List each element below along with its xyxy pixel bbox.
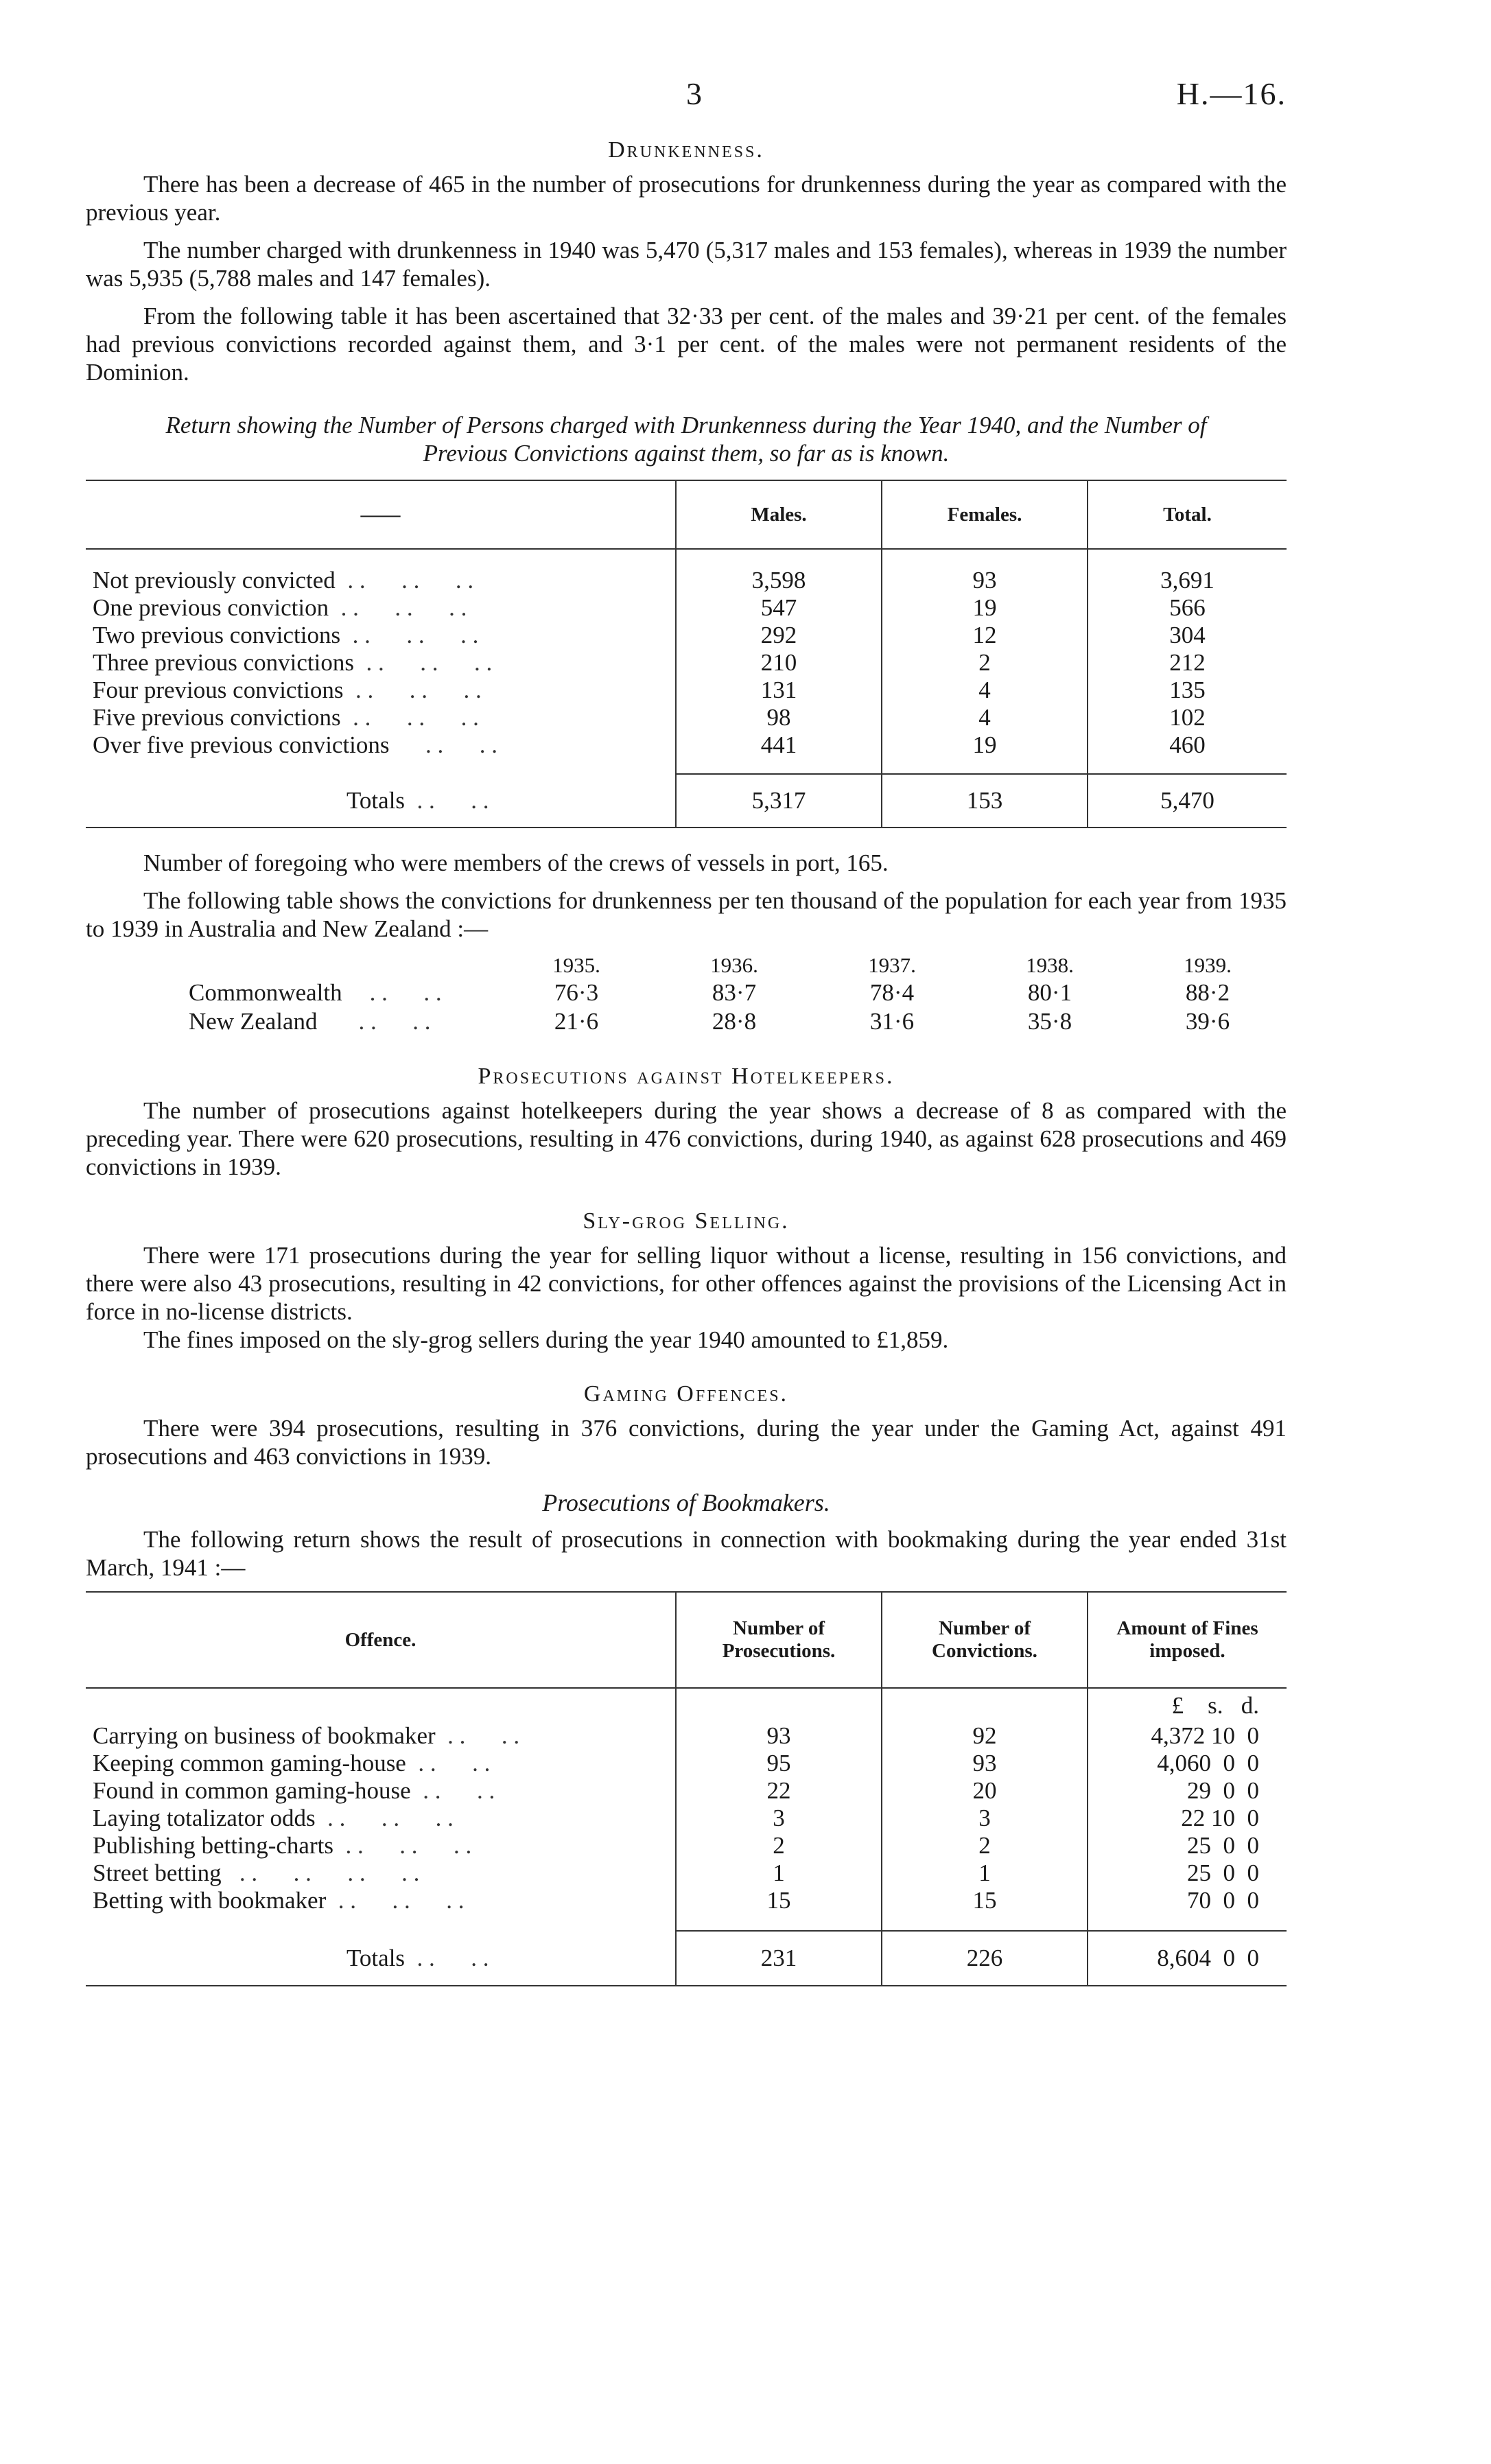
paragraph: There were 394 prosecutions, resulting in 376 convictions, during the year under the Gaming Act, against 491 prosecutions and 463 convictions in 1939. bbox=[86, 1415, 1287, 1470]
offence-label: Laying totalizator odds bbox=[93, 1805, 316, 1831]
table-header-row bbox=[86, 1592, 1287, 1688]
table-row bbox=[86, 677, 1287, 704]
paragraph: There were 171 prosecutions during the year for selling liquor without a license, resulting in 156 convictions, and there were also 43 prosecutions, resulting in 42 convictions, for other offences against the provisions of the Licensing Act in force in no-license districts. bbox=[86, 1242, 1287, 1325]
rate-value: 35·8 bbox=[1027, 1008, 1072, 1035]
rate-value: 83·7 bbox=[712, 979, 757, 1006]
table-caption-drunkenness: Return showing the Number of Persons charged with Drunkenness during the Year 1940, and the Number of Previous Convictions against them, so far as is known. bbox=[165, 412, 1207, 467]
cell-males: 98 bbox=[676, 704, 882, 731]
table-row bbox=[86, 649, 1287, 677]
column-header: Number of Prosecutions. bbox=[676, 1592, 882, 1688]
leader-dots: . . . . . . bbox=[326, 1887, 465, 1914]
offence-label: Street betting bbox=[93, 1859, 222, 1886]
totals-label: Totals bbox=[347, 786, 406, 814]
offence-label: Found in common gaming-house bbox=[93, 1777, 411, 1804]
cell-prosecutions-total: 231 bbox=[676, 1931, 882, 1986]
document-page bbox=[86, 75, 1287, 1986]
document-reference: H.—16. bbox=[1176, 76, 1287, 111]
cell-females: 93 bbox=[882, 567, 1088, 594]
drunkenness-table bbox=[86, 480, 1287, 828]
cell-convictions-total: 226 bbox=[882, 1931, 1088, 1986]
leader-dots: . . . . . . bbox=[343, 677, 482, 703]
rate-value: 28·8 bbox=[712, 1008, 757, 1035]
table-row bbox=[86, 704, 1287, 731]
section-heading-drunkenness: Drunkenness. bbox=[608, 137, 764, 163]
cell-prosecutions: 93 bbox=[676, 1722, 882, 1750]
cell-convictions: 15 bbox=[882, 1887, 1088, 1914]
table-totals-row bbox=[86, 774, 1287, 828]
cell-males-total: 5,317 bbox=[676, 774, 882, 828]
leader-dots: . . . . . . bbox=[329, 594, 467, 621]
rate-value: 31·6 bbox=[869, 1008, 915, 1035]
table-row bbox=[86, 731, 1287, 759]
currency-units: £ s. d. bbox=[1088, 1688, 1287, 1722]
cell-fines: 22 10 0 bbox=[1088, 1805, 1287, 1832]
cell-convictions: 2 bbox=[882, 1832, 1088, 1859]
cell-grand-total: 5,470 bbox=[1088, 774, 1287, 828]
paragraph: From the following table it has been ascertained that 32·33 per cent. of the males and 39·21 per cent. of the females had previous convictions recorded against them, and 3·1 per cent. of the males were not permanent residents of the Dominion. bbox=[86, 303, 1287, 386]
table-totals-row bbox=[86, 1931, 1287, 1986]
leader-dots: . . . . bbox=[405, 786, 489, 814]
cell-convictions: 3 bbox=[882, 1805, 1088, 1832]
cell-fines: 25 0 0 bbox=[1088, 1832, 1287, 1859]
column-header: —— bbox=[360, 503, 401, 526]
paragraph: The following return shows the result of prosecutions in connection with bookmaking during the year ended 31st March, 1941 :— bbox=[86, 1526, 1287, 1581]
subheading-bookmakers: Prosecutions of Bookmakers. bbox=[542, 1489, 830, 1516]
year-header: 1938. bbox=[1026, 953, 1074, 977]
row-label: Five previous convictions bbox=[93, 704, 341, 731]
leader-dots: . . . . . . bbox=[333, 1832, 472, 1859]
rate-value: 39·6 bbox=[1185, 1008, 1230, 1035]
leader-dots: . . . . bbox=[389, 731, 498, 758]
table-row bbox=[86, 1722, 1287, 1750]
paragraph: The number charged with drunkenness in 1940 was 5,470 (5,317 males and 153 females), whereas in 1939 the number was 5,935 (5,788 males and 147 females). bbox=[86, 237, 1287, 292]
cell-total: 566 bbox=[1088, 594, 1287, 622]
rate-value: 76·3 bbox=[554, 979, 599, 1006]
cell-total: 460 bbox=[1088, 731, 1287, 759]
cell-females: 19 bbox=[882, 731, 1088, 759]
rates-row bbox=[86, 1007, 1287, 1036]
cell-males: 210 bbox=[676, 649, 882, 677]
leader-dots: . . . . bbox=[369, 979, 442, 1006]
cell-females: 4 bbox=[882, 677, 1088, 704]
offence-label: Carrying on business of bookmaker bbox=[93, 1722, 436, 1749]
cell-males: 441 bbox=[676, 731, 882, 759]
page-number: 3 bbox=[686, 76, 702, 111]
cell-fines: 4,060 0 0 bbox=[1088, 1750, 1287, 1777]
table-row bbox=[86, 567, 1287, 594]
table-header-row bbox=[86, 480, 1287, 549]
cell-total: 102 bbox=[1088, 704, 1287, 731]
year-header: 1937. bbox=[868, 953, 916, 977]
paragraph: The following table shows the convictions for drunkenness per ten thousand of the population for each year from 1935 to 1939 in Australia and New Zealand :— bbox=[86, 887, 1287, 942]
column-header: Females. bbox=[882, 480, 1088, 549]
cell-total: 304 bbox=[1088, 622, 1287, 649]
cell-convictions: 20 bbox=[882, 1777, 1088, 1805]
rate-value: 88·2 bbox=[1185, 979, 1230, 1006]
leader-dots: . . . . . . bbox=[340, 704, 479, 731]
cell-fines-total: 8,604 0 0 bbox=[1088, 1931, 1287, 1986]
cell-total: 212 bbox=[1088, 649, 1287, 677]
cell-fines: 4,372 10 0 bbox=[1088, 1722, 1287, 1750]
cell-males: 131 bbox=[676, 677, 882, 704]
section-heading-hotelkeepers: Prosecutions against Hotelkeepers. bbox=[478, 1064, 895, 1089]
table-row bbox=[86, 622, 1287, 649]
cell-females: 19 bbox=[882, 594, 1088, 622]
row-label: New Zealand bbox=[189, 1008, 318, 1035]
leader-dots: . . . . bbox=[435, 1722, 520, 1749]
cell-prosecutions: 15 bbox=[676, 1887, 882, 1914]
offence-label: Keeping common gaming-house bbox=[93, 1750, 406, 1776]
leader-dots: . . . . bbox=[410, 1777, 495, 1804]
leader-dots: . . . . . . . . bbox=[221, 1859, 420, 1886]
cell-prosecutions: 2 bbox=[676, 1832, 882, 1859]
cell-prosecutions: 95 bbox=[676, 1750, 882, 1777]
section-heading-gaming: Gaming Offences. bbox=[583, 1381, 789, 1407]
cell-prosecutions: 1 bbox=[676, 1859, 882, 1887]
cell-prosecutions: 3 bbox=[676, 1805, 882, 1832]
year-header: 1936. bbox=[710, 953, 758, 977]
rates-table bbox=[86, 952, 1287, 1036]
cell-fines: 25 0 0 bbox=[1088, 1859, 1287, 1887]
cell-females-total: 153 bbox=[882, 774, 1088, 828]
cell-convictions: 93 bbox=[882, 1750, 1088, 1777]
table-row bbox=[86, 1777, 1287, 1805]
row-label: Three previous convictions bbox=[93, 649, 355, 676]
page-header bbox=[86, 75, 1287, 130]
table-row bbox=[86, 1832, 1287, 1859]
column-header: Amount of Fines imposed. bbox=[1088, 1592, 1287, 1688]
section-heading-sly-grog: Sly-grog Selling. bbox=[583, 1208, 790, 1234]
paragraph: There has been a decrease of 465 in the number of prosecutions for drunkenness during the year as compared with the previous year. bbox=[86, 171, 1287, 226]
rates-row bbox=[86, 978, 1287, 1007]
leader-dots: . . . . bbox=[358, 1008, 431, 1035]
leader-dots: . . . . bbox=[406, 1750, 491, 1776]
rate-value: 21·6 bbox=[554, 1008, 599, 1035]
cell-convictions: 1 bbox=[882, 1859, 1088, 1887]
column-header: Number of Convictions. bbox=[882, 1592, 1088, 1688]
table-row bbox=[86, 1859, 1287, 1887]
cell-females: 12 bbox=[882, 622, 1088, 649]
leader-dots: . . . . . . bbox=[315, 1805, 454, 1831]
cell-fines: 70 0 0 bbox=[1088, 1887, 1287, 1914]
table-row bbox=[86, 1887, 1287, 1914]
leader-dots: . . . . . . bbox=[354, 649, 493, 676]
table-row bbox=[86, 594, 1287, 622]
leader-dots: . . . . . . bbox=[335, 567, 474, 594]
cell-convictions: 92 bbox=[882, 1722, 1088, 1750]
paragraph: The fines imposed on the sly-grog sellers during the year 1940 amounted to £1,859. bbox=[143, 1326, 949, 1353]
offence-label: Publishing betting-charts bbox=[93, 1832, 333, 1859]
cell-females: 4 bbox=[882, 704, 1088, 731]
paragraph: The number of prosecutions against hotelkeepers during the year shows a decrease of 8 as compared with the preceding year. There were 620 prosecutions, resulting in 476 convictions, during 1940, as against 628 prosecutions and 469 convictions in 1939. bbox=[86, 1097, 1287, 1180]
row-label: Four previous convictions bbox=[93, 677, 344, 703]
cell-males: 3,598 bbox=[676, 567, 882, 594]
leader-dots: . . . . . . bbox=[340, 622, 479, 648]
row-label: One previous conviction bbox=[93, 594, 329, 621]
column-header: Offence. bbox=[344, 1628, 416, 1651]
paragraph: Number of foregoing who were members of the crews of vessels in port, 165. bbox=[143, 849, 889, 876]
cell-fines: 29 0 0 bbox=[1088, 1777, 1287, 1805]
rates-header-row bbox=[86, 952, 1287, 978]
cell-total: 3,691 bbox=[1088, 567, 1287, 594]
cell-prosecutions: 22 bbox=[676, 1777, 882, 1805]
rate-value: 78·4 bbox=[869, 979, 915, 1006]
offence-label: Betting with bookmaker bbox=[93, 1887, 327, 1914]
column-header: Total. bbox=[1088, 480, 1287, 549]
table-row bbox=[86, 1750, 1287, 1777]
rate-value: 80·1 bbox=[1027, 979, 1072, 1006]
year-header: 1939. bbox=[1184, 953, 1232, 977]
cell-females: 2 bbox=[882, 649, 1088, 677]
leader-dots: . . . . bbox=[405, 1944, 489, 1971]
bookmakers-table bbox=[86, 1591, 1287, 1986]
cell-total: 135 bbox=[1088, 677, 1287, 704]
totals-label: Totals bbox=[347, 1944, 406, 1971]
year-header: 1935. bbox=[552, 953, 600, 977]
cell-males: 547 bbox=[676, 594, 882, 622]
row-label: Commonwealth bbox=[189, 979, 342, 1006]
cell-males: 292 bbox=[676, 622, 882, 649]
row-label: Not previously convicted bbox=[93, 567, 336, 594]
column-header: Males. bbox=[676, 480, 882, 549]
row-label: Two previous convictions bbox=[93, 622, 341, 648]
row-label: Over five previous convictions bbox=[93, 731, 390, 758]
table-row bbox=[86, 1805, 1287, 1832]
